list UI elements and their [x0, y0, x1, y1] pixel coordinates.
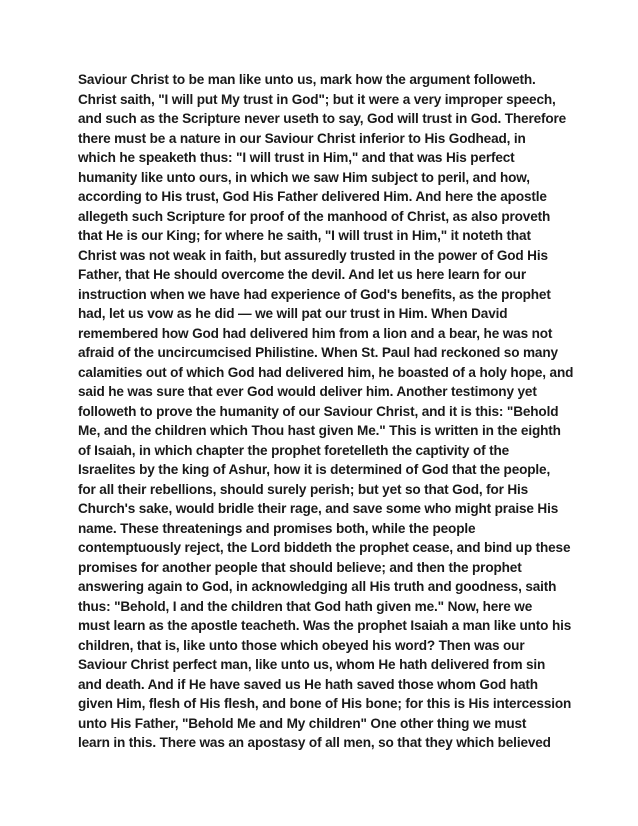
text-line: Church's sake, would bridle their rage, and save some who might praise His	[78, 501, 559, 516]
text-line: afraid of the uncircumcised Philistine. When St. Paul had reckoned so many	[78, 345, 558, 360]
text-line: name. These threatenings and promises both, while the people	[78, 520, 476, 536]
text-line: according to His trust, God His Father delivered Him. And here the apostle	[78, 189, 547, 204]
text-line: unto His Father, "Behold Me and My children" One other thing we must	[78, 715, 527, 731]
text-line: followeth to prove the humanity of our Saviour Christ, and it is this: "Behold	[78, 403, 559, 419]
text-line: there must be a nature in our Saviour Christ inferior to His Godhead, in	[78, 130, 526, 146]
text-line: learn in this. There was an apostasy of all men, so that they which believed	[78, 735, 551, 750]
text-line: Me, and the children which Thou hast given Me." This is written in the eighth	[78, 423, 561, 438]
text-line: Saviour Christ to be man like unto us, mark how the argument followeth.	[78, 72, 536, 87]
text-line: which he speaketh thus: "I will trust in Him," and that was His perfect	[78, 150, 515, 165]
text-line: must learn as the apostle teacheth. Was the prophet Isaiah a man like unto his	[78, 618, 572, 633]
text-line: Christ saith, "I will put My trust in God"; but it were a very improper speech,	[78, 91, 556, 107]
text-line: that He is our King; for where he saith, "I will trust in Him," it noteth that	[78, 228, 531, 243]
text-line: calamities out of which God had delivered him, he boasted of a holy hope, and	[78, 364, 574, 380]
text-line: and such as the Scripture never useth to say, God will trust in God. Therefore	[78, 111, 567, 126]
body-text	[78, 70, 578, 753]
text-line: Christ was not weak in faith, but assuredly trusted in the power of God His	[78, 247, 548, 263]
text-line: for all their rebellions, should surely perish; but yet so that God, for His	[78, 481, 529, 497]
text-line: promises for another people that should believe; and then the prophet	[78, 559, 522, 575]
text-line: Israelites by the king of Ashur, how it is determined of God that the people,	[78, 462, 551, 477]
text-line: Saviour Christ perfect man, like unto us, whom He hath delivered from sin	[78, 657, 546, 672]
text-line: instruction when we have had experience of God's benefits, as the prophet	[78, 286, 551, 302]
text-line: thus: "Behold, I and the children that God hath given me." Now, here we	[78, 598, 533, 614]
text-line: of Isaiah, in which chapter the prophet foretelleth the captivity of the	[78, 442, 510, 458]
text-line: and death. And if He have saved us He hath saved those whom God hath	[78, 676, 538, 692]
text-line: given Him, flesh of His flesh, and bone of His bone; for this is His intercession	[78, 696, 572, 711]
text-line: children, that is, like unto those which obeyed his word? Then was our	[78, 637, 525, 653]
text-line: answering again to God, in acknowledging all His truth and goodness, saith	[78, 579, 557, 594]
text-line: remembered how God had delivered him from a lion and a bear, he was not	[78, 325, 553, 341]
text-line: allegeth such Scripture for proof of the manhood of Christ, as also proveth	[78, 208, 551, 224]
text-line: had, let us vow as he did — we will pat our trust in Him. When David	[78, 306, 508, 321]
text-line: humanity like unto ours, in which we saw Him subject to peril, and how,	[78, 169, 530, 185]
text-line: contemptuously reject, the Lord biddeth the prophet cease, and bind up these	[78, 540, 571, 555]
text-line: said he was sure that ever God would deliver him. Another testimony yet	[78, 384, 537, 399]
text-line: Father, that He should overcome the devil. And let us here learn for our	[78, 267, 526, 282]
